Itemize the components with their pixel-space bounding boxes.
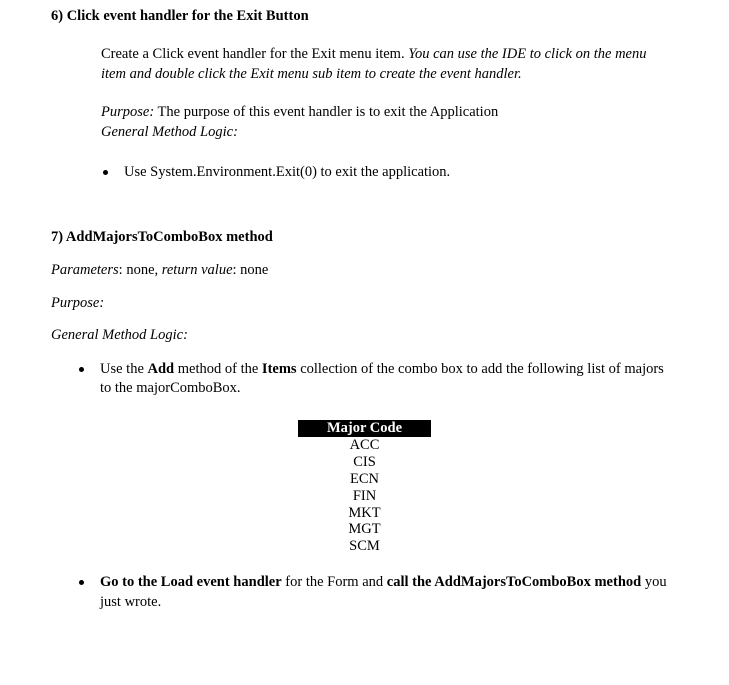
- major-code-row: CIS: [353, 453, 376, 470]
- section-6-paragraph-line-1: [101, 46, 646, 63]
- logic-label-text: General Method Logic:: [101, 124, 238, 140]
- section-6-purpose: [101, 104, 498, 121]
- bullet-bold-text: call the AddMajorsToComboBox method: [386, 574, 642, 590]
- purpose-label: Purpose:: [101, 104, 155, 120]
- purpose-label: Purpose:: [51, 295, 105, 311]
- bullet-icon: [103, 170, 108, 175]
- major-code-row: MKT: [348, 504, 381, 521]
- bullet-icon: [79, 580, 84, 585]
- major-code-table: [298, 420, 431, 555]
- bullet-bold-text: Add: [147, 361, 175, 377]
- section-7-parameters: [51, 262, 268, 279]
- bullet-text: collection of the combo box to add the following list of majors: [296, 361, 664, 377]
- bullet-text: you: [641, 574, 667, 590]
- logic-label-text: General Method Logic:: [51, 327, 188, 343]
- major-code-row: SCM: [349, 538, 380, 555]
- bullet-text: Use the: [100, 361, 148, 377]
- bullet-bold-text: Items: [261, 361, 297, 377]
- bullet-bold-text: Go to the Load event handler: [100, 574, 282, 590]
- paragraph-italic-text: item and double click the Exit menu sub item to create the event handler.: [101, 66, 522, 82]
- major-code-table-header: Major Code: [298, 420, 431, 437]
- paragraph-italic-text: You can use the IDE to click on the menu: [408, 46, 647, 62]
- bullet-icon: [79, 367, 84, 372]
- return-value-label: return value: [161, 262, 233, 278]
- section-7-heading: 7) AddMajorsToComboBox method: [51, 229, 273, 245]
- section-7-bullet-2-line-2: just wrote.: [100, 594, 162, 610]
- section-7-bullet-2-line-1: [100, 574, 667, 591]
- section-6-bullet-1: Use System.Environment.Exit(0) to exit the application.: [124, 164, 451, 180]
- paragraph-text: Create a Click event handler for the Exit menu item.: [101, 46, 409, 62]
- section-7-bullet-1-line-2: to the majorComboBox.: [100, 380, 241, 396]
- major-code-row: MGT: [348, 521, 381, 538]
- section-7-purpose: [51, 295, 104, 312]
- section-7-logic-label: [51, 327, 188, 344]
- section-6-logic-label: [101, 124, 238, 141]
- purpose-text: The purpose of this event handler is to exit the Application: [154, 104, 499, 120]
- return-value-text: : none: [232, 262, 269, 278]
- section-6-heading: 6) Click event handler for the Exit Button: [51, 8, 309, 24]
- section-7-bullet-1-line-1: [100, 361, 664, 378]
- major-code-row: ECN: [350, 470, 379, 487]
- bullet-text: for the Form and: [281, 574, 387, 590]
- bullet-text: method of the: [174, 361, 262, 377]
- parameters-label: Parameters: [51, 262, 119, 278]
- major-code-row: FIN: [352, 487, 377, 504]
- parameters-text: : none,: [118, 262, 162, 278]
- section-6-paragraph-line-2: [101, 66, 522, 83]
- major-code-row: ACC: [349, 437, 380, 453]
